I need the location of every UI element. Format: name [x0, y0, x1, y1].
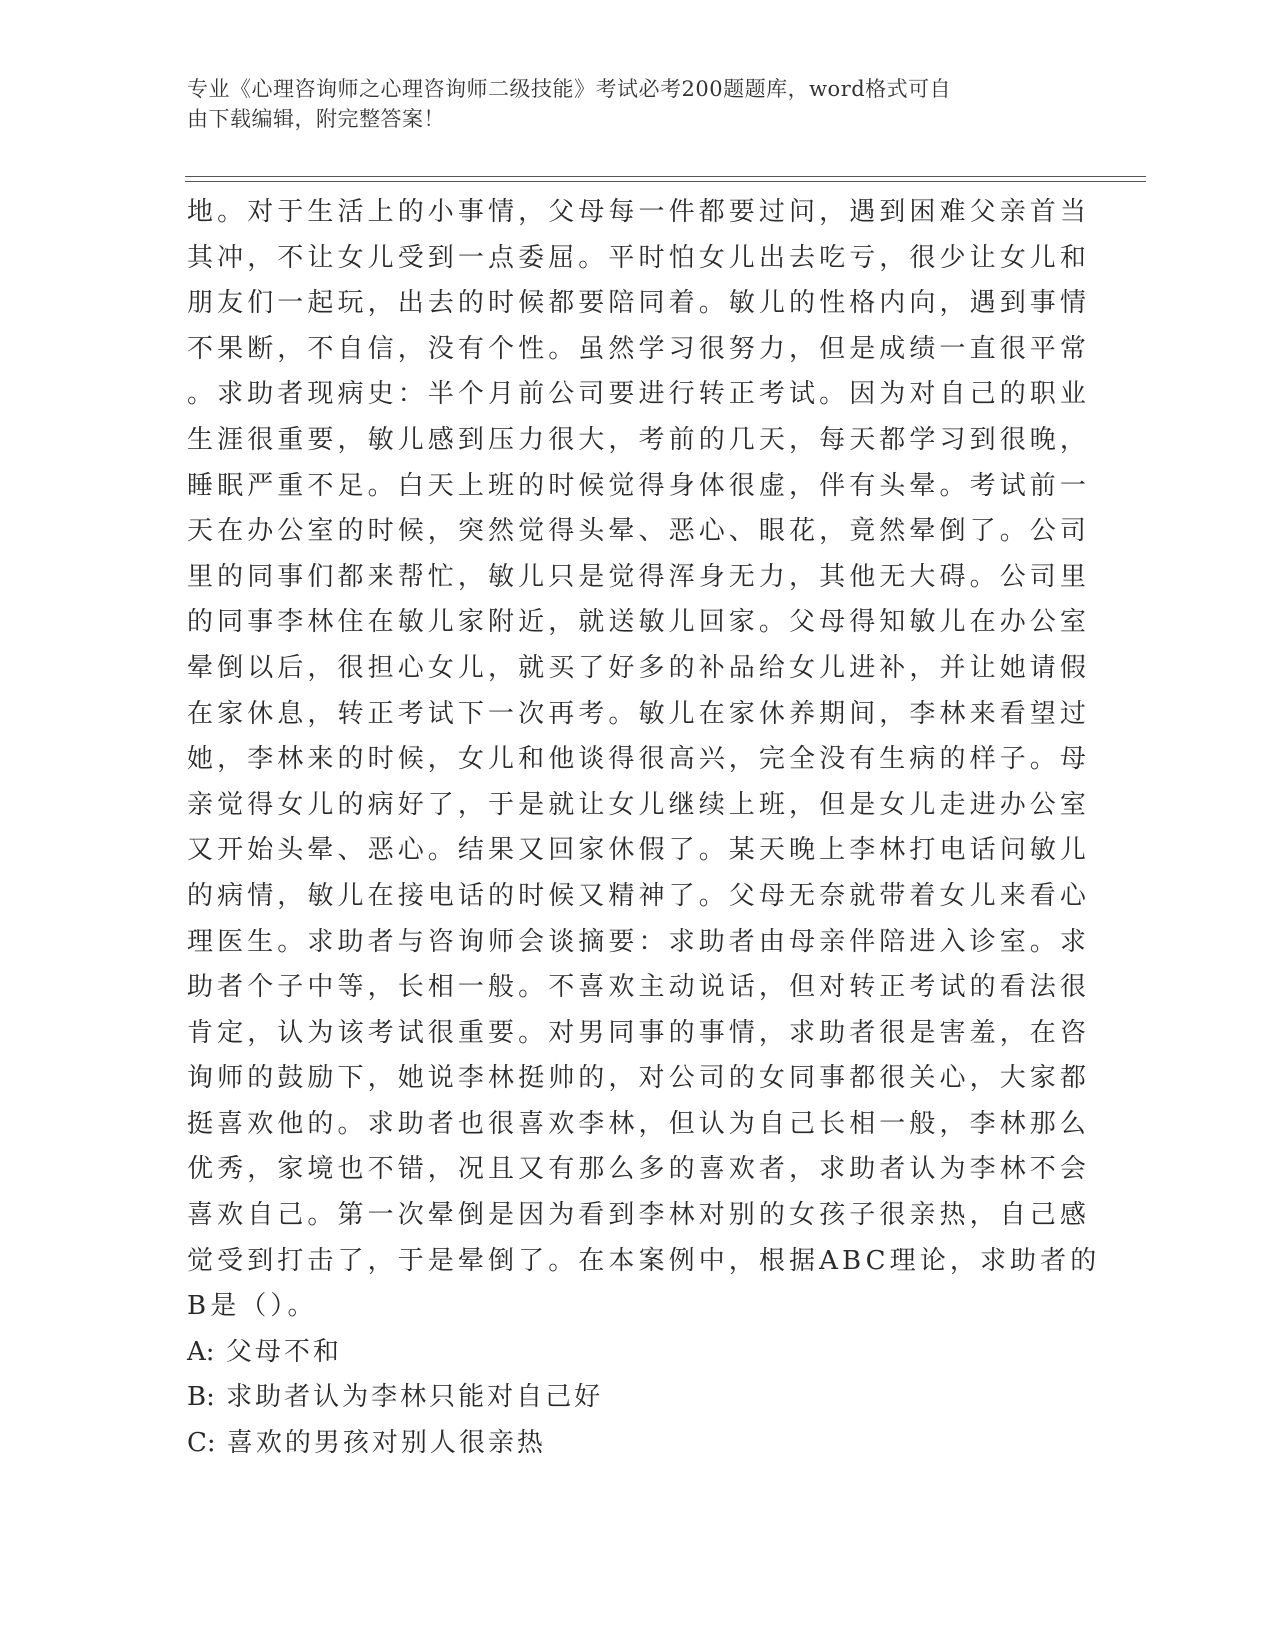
question-text-line: 。求助者现病史：半个月前公司要进行转正考试。因为对自己的职业: [187, 379, 1091, 410]
question-text-line: 优秀，家境也不错，况且又有那么多的喜欢者，求助者认为李林不会: [187, 1154, 1091, 1185]
answer-option-c: [187, 1421, 1057, 1467]
option-c-key: C:: [187, 1428, 216, 1459]
question-text-line: 肯定，认为该考试很重要。对男同事的事情，求助者很是害羞，在咨: [187, 1017, 1091, 1048]
option-c-text: 喜欢的男孩对别人很亲热: [226, 1428, 546, 1459]
question-body: [187, 190, 1101, 1467]
answer-option-b: [187, 1375, 1057, 1421]
question-text-line: 地。对于生活上的小事情，父母每一件都要过问，遇到困难父亲首当: [187, 197, 1091, 227]
question-text-line: 又开始头晕、恶心。结果又回家休假了。某天晚上李林打电话问敏儿: [187, 835, 1091, 866]
question-text-line: 理医生。求助者与咨询师会谈摘要：求助者由母亲伴陪进入诊室。求: [187, 926, 1091, 957]
question-text-line: 挺喜欢他的。求助者也很喜欢李林，但认为自己长相一般，李林那么: [187, 1108, 1091, 1139]
page-header: [187, 74, 1067, 134]
option-b-key: B:: [187, 1382, 215, 1413]
question-text-line: 助者个子中等，长相一般。不喜欢主动说话，但对转正考试的看法很: [187, 972, 1091, 1003]
header-divider-bottom: [185, 181, 1146, 182]
question-text-line: 朋友们一起玩，出去的时候都要陪同着。敏儿的性格内向，遇到事情: [187, 288, 1091, 319]
question-text-line: 询师的鼓励下，她说李林挺帅的，对公司的女同事都很关心，大家都: [187, 1063, 1091, 1094]
question-text-line: 晕倒以后，很担心女儿，就买了好多的补品给女儿进补，并让她请假: [187, 652, 1091, 683]
question-text-line: 生涯很重要，敏儿感到压力很大，考前的几天，每天都学习到很晚，: [187, 424, 1091, 455]
question-text-line: 她，李林来的时候，女儿和他谈得很高兴，完全没有生病的样子。母: [187, 744, 1091, 775]
question-text-line: 在家休息，转正考试下一次再考。敏儿在家休养期间，李林来看望过: [187, 698, 1091, 729]
question-text-line: 睡眠严重不足。白天上班的时候觉得身体很虚，伴有头晕。考试前一: [187, 470, 1091, 501]
question-text-line: 亲觉得女儿的病好了，于是就让女儿继续上班，但是女儿走进办公室: [187, 789, 1091, 820]
answer-option-a: [187, 1330, 1057, 1376]
question-text-line: 的病情，敏儿在接电话的时候又精神了。父母无奈就带着女儿来看心: [187, 880, 1091, 911]
option-a-key: A:: [187, 1336, 215, 1367]
option-b-text: 求助者认为李林只能对自己好: [226, 1382, 604, 1413]
question-text-line: 里的同事们都来帮忙，敏儿只是觉得浑身无力，其他无大碍。公司里: [187, 561, 1091, 592]
question-text-line: 不果断，不自信，没有个性。虽然学习很努力，但是成绩一直很平常: [187, 333, 1091, 364]
question-text-line: 喜欢自己。第一次晕倒是因为看到李林对别的女孩子很亲热，自己感: [187, 1200, 1091, 1231]
header-title-line-2: 由下载编辑，附完整答案！: [187, 107, 445, 131]
question-text-line: 觉受到打击了，于是晕倒了。在本案例中，根据ABC理论，求助者的: [187, 1245, 1101, 1276]
question-text-line: B是（）。: [187, 1291, 318, 1322]
question-text-line: 其冲，不让女儿受到一点委屈。平时怕女儿出去吃亏，很少让女儿和: [187, 242, 1091, 273]
question-text-line: 天在办公室的时候，突然觉得头晕、恶心、眼花，竟然晕倒了。公司: [187, 516, 1091, 547]
header-title-line-1: 专业《心理咨询师之心理咨询师二级技能》考试必考200题题库，word格式可自: [187, 77, 952, 101]
option-a-text: 父母不和: [225, 1336, 342, 1367]
question-text-line: 的同事李林住在敏儿家附近，就送敏儿回家。父母得知敏儿在办公室: [187, 607, 1091, 638]
header-divider-top: [185, 176, 1146, 177]
